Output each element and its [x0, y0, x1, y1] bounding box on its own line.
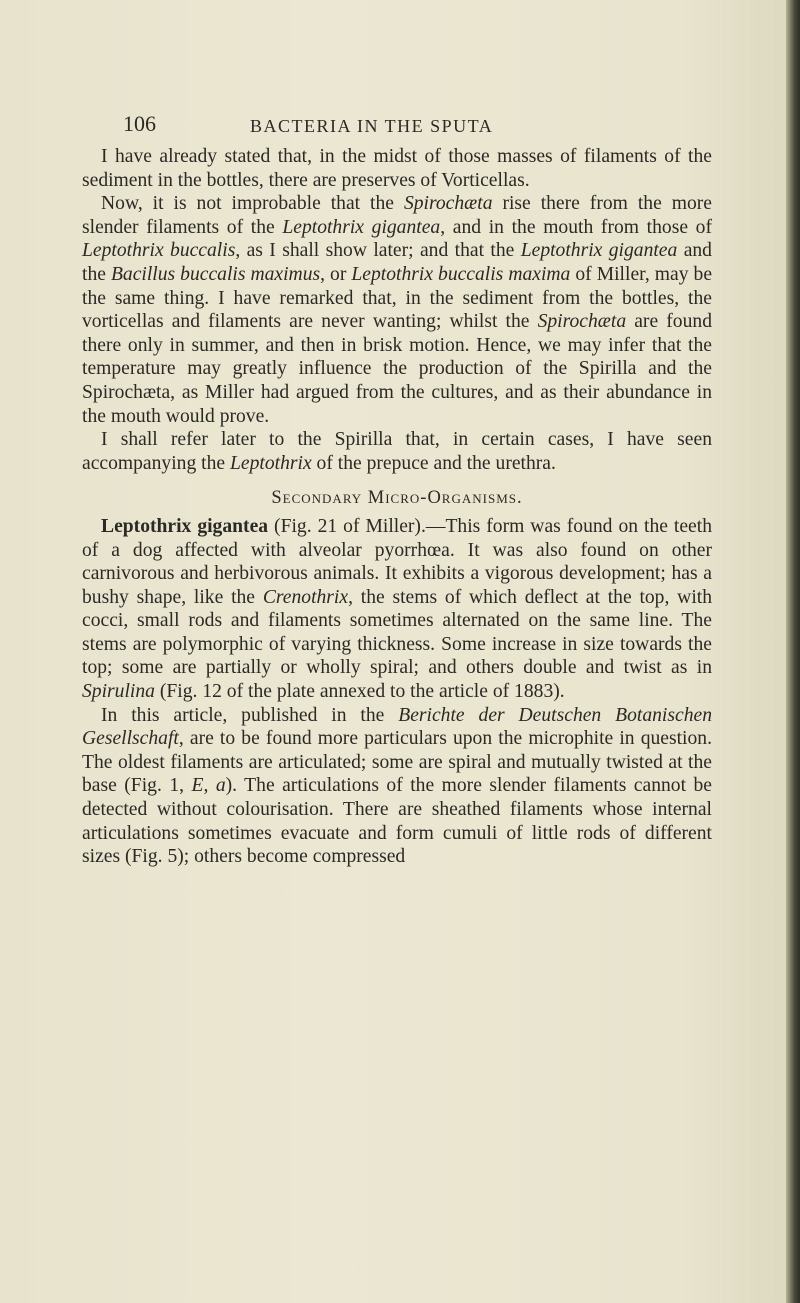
paragraph-5: In this article, published in the Berichte der Deutschen Botanischen Gesellschaft, are to be found more particulars upon the microphite in question. The oldest filaments are articulated; some are spiral and mutually twisted at the base (Fig. 1, E, a). The articulations of the more slender filaments cannot be detected without colourisation. There are sheathed filaments whose internal articulations sometimes evacuate and form cumuli of little rods of different sizes (Fig. 5); others become compressed — [82, 704, 712, 868]
paragraph-3: I shall refer later to the Spirilla that, in certain cases, I have seen accompanying the Leptothrix of the prepuce and the urethra. — [82, 429, 712, 474]
paragraph-4: Leptothrix gigantea (Fig. 21 of Miller).—This form was found on the teeth of a dog affected with alveolar pyorrhœa. It was also found on other carnivorous and herbivorous animals. It exhibits a vigorous development; has a bushy shape, like the Crenothrix, the stems of which deflect at the top, with cocci, small rods and filaments sometimes alternated on the same line. The stems are polymorphic of varying thickness. Some increase in size towards the top; some are partially or wholly spiral; and others double and twist as in Spirulina (Fig. 12 of the plate annexed to the article of 1883). — [82, 515, 712, 703]
paragraph-2: Now, it is not improbable that the Spirochæta rise there from the more slender filaments of the Leptothrix gigantea, and in the mouth from those of Leptothrix buccalis, as I shall show later; and that the Leptothrix gigantea and the Bacillus buccalis maximus, or Leptothrix buccalis maxima of Miller, may be the same thing. I have remarked that, in the sediment from the bottles, the vorticellas and filaments are never wanting; whilst the Spirochæta are found there only in summer, and then in brisk motion. Hence, we may infer that the temperature may greatly influence the production of the Spirilla and the Spirochæta, as Miller had argued from the cultures, and as their abundance in the mouth would prove. — [82, 193, 713, 427]
page-number: 106 — [123, 111, 156, 136]
running-title: BACTERIA IN THE SPUTA — [250, 116, 494, 136]
species-term: Leptothrix gigantea — [101, 515, 269, 537]
paragraph-1: I have already stated that, in the midst of those masses of filaments of the sediment in the bottles, there are preserves of Vorticellas. — [82, 146, 712, 191]
section-heading: Secondary Micro-Organisms. — [271, 488, 523, 509]
body-text — [82, 145, 712, 869]
book-spine-shadow — [786, 0, 800, 1303]
